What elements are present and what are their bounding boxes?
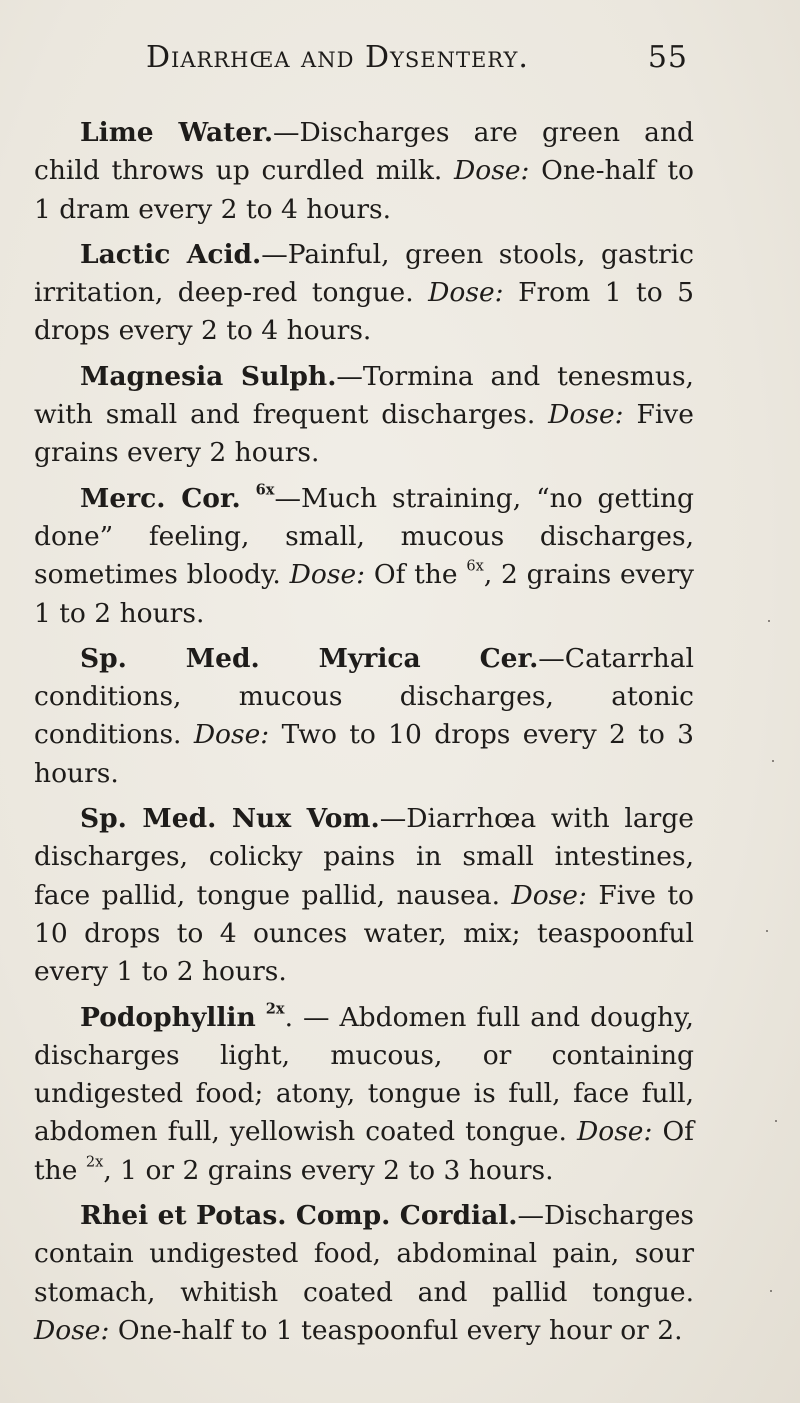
dose-text: From 1 to 5 drops every 2 to 4 hours. (34, 277, 694, 347)
dose-potency-superscript: 6x (466, 557, 484, 575)
paper-speck (768, 620, 770, 622)
remedy-entry-myrica-cer (34, 640, 694, 793)
dose-text: Five to 10 drops to 4 ounces water, mix; teaspoonful every 1 to 2 hours. (34, 879, 694, 988)
dose-label: Dose: (193, 719, 270, 751)
dose-potency-superscript: 2x (85, 1153, 104, 1171)
remedy-entry-rhei-et-potas (34, 1197, 694, 1350)
dose-label: Dose: (511, 879, 587, 911)
paper-speck (775, 1120, 777, 1122)
dose-label: Dose: (289, 559, 366, 591)
potency-superscript: 2x (265, 1000, 285, 1018)
remedy-entry-magnesia-sulph (34, 358, 694, 473)
potency-superscript: 6x (255, 481, 275, 499)
dose-label: Dose: (34, 1314, 110, 1346)
paper-speck (770, 1290, 772, 1292)
dose-prefix: Of the (373, 559, 458, 591)
remedy-name: Lactic Acid. (80, 238, 262, 270)
paper-speck (766, 930, 768, 932)
remedy-entry-lime-water (34, 114, 694, 229)
chapter-title: Diarrhœa and Dysentery. (146, 40, 529, 75)
dose-prefix: Of the (34, 1116, 694, 1186)
dose-label: Dose: (454, 155, 530, 187)
remedy-name: Sp. Med. Nux Vom. (80, 803, 380, 835)
remedy-list (34, 114, 694, 1357)
remedy-name: Rhei et Potas. Comp. Cordial. (80, 1200, 518, 1232)
remedy-description: —Diarrhœa with large discharges, colicky pains in small intestines, face pallid, tongue pallid, nausea. (34, 803, 694, 911)
remedy-entry-podophyllin (34, 999, 694, 1190)
remedy-description: —Discharges contain undigested food, abdominal pain, sour stomach, whitish coated and pallid tongue. (34, 1200, 694, 1308)
remedy-description: —Much straining, “no getting done” feeling, small, mucous discharges, sometimes bloody. (34, 482, 694, 591)
running-header (146, 40, 688, 90)
remedy-description: —Catarrhal conditions, mucous discharges, atonic conditions. (34, 642, 694, 751)
dose-label: Dose: (577, 1116, 653, 1148)
remedy-name: Magnesia Sulph. (80, 360, 337, 392)
remedy-entry-lactic-acid (34, 236, 694, 351)
dose-label: Dose: (428, 277, 504, 309)
remedy-description: —Discharges are green and child throws up curdled milk. (34, 117, 694, 187)
dose-text: , 1 or 2 grains every 2 to 3 hours. (103, 1154, 554, 1186)
dose-text: Two to 10 drops every 2 to 3 hours. (34, 719, 694, 789)
dose-text: , 2 grains every 1 to 2 hours. (34, 559, 694, 629)
dose-text: One-half to 1 dram every 2 to 4 hours. (34, 155, 694, 225)
remedy-name: Lime Water. (80, 117, 274, 148)
dose-text: Five grains every 2 hours. (34, 399, 694, 469)
remedy-name: Podophyllin (80, 1001, 256, 1033)
remedy-entry-merc-cor (34, 480, 694, 633)
remedy-description: . — Abdomen full and doughy, discharges light, mucous, or containing undigested food; atony, tongue is full, face full, abdomen full, yellowish coated tongue. (34, 1001, 694, 1148)
dose-text: One-half to 1 teaspoonful every hour or 2. (117, 1314, 683, 1346)
page-number: 55 (647, 40, 688, 75)
remedy-description: —Painful, green stools, gastric irritation, deep-red tongue. (34, 238, 694, 309)
remedy-entry-nux-vom (34, 800, 694, 991)
remedy-description: —Tormina and tenesmus, with small and frequent discharges. (34, 360, 694, 431)
dose-label: Dose: (548, 399, 624, 431)
remedy-name: Merc. Cor. (80, 482, 241, 514)
paper-speck (772, 760, 774, 762)
remedy-name: Sp. Med. Myrica Cer. (80, 642, 539, 674)
